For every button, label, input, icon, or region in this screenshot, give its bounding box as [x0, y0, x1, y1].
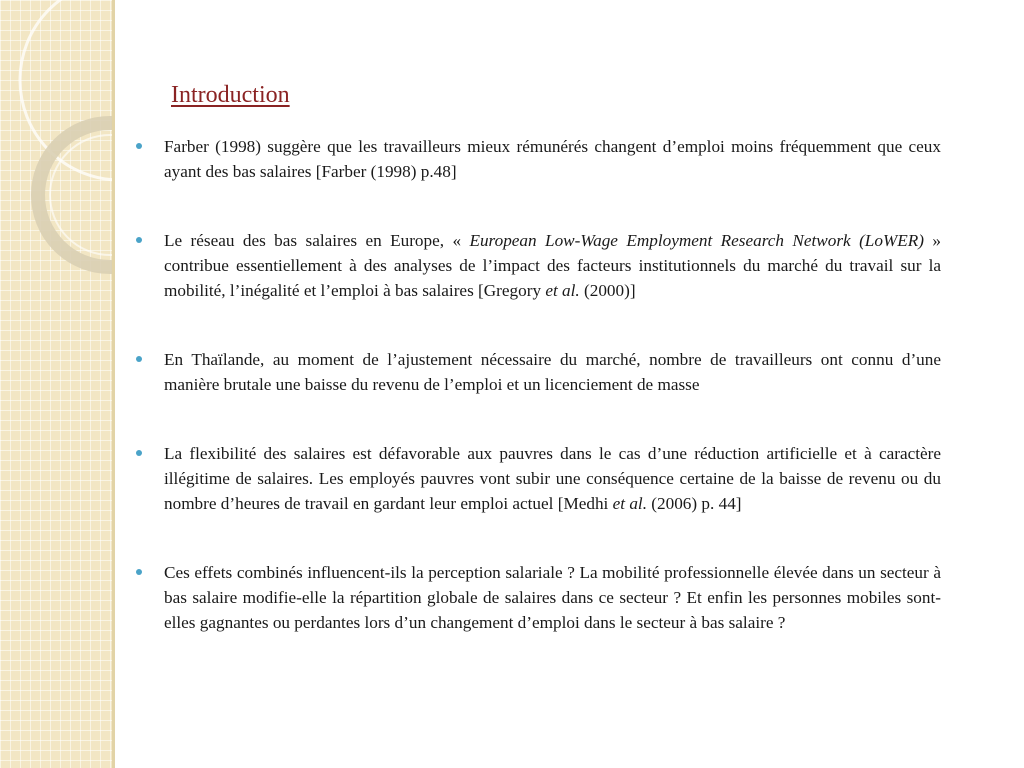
- bullet-italic-text: European Low-Wage Employment Research Network (LoWER): [469, 231, 924, 250]
- list-item: [133, 347, 941, 397]
- bullet-dot-icon: [136, 237, 142, 243]
- list-item: [133, 228, 941, 303]
- bullet-text: La flexibilité des salaires est défavorable aux pauvres dans le cas d’une réduction artificielle et à caractère illégitime de salaires. Les employés pauvres vont subir une conséquence certaine de la baisse de revenu ou du nombre d’heures de travail en gardant leur emploi actuel [Medhi: [164, 444, 941, 513]
- bullet-text: (2000)]: [579, 281, 636, 300]
- bullet-text: » contribue essentiellement à des analyses de l’impact des facteurs institutionnels du marché du travail sur la mobilité, l’inégalité et l’emploi à bas salaires [Gregory: [164, 231, 941, 300]
- bullet-text: En Thaïlande, au moment de l’ajustement nécessaire du marché, nombre de travailleurs ont connu d’une manière brutale une baisse du revenu de l’emploi et un licenciement de masse: [164, 350, 941, 394]
- list-item: [133, 560, 941, 635]
- bullet-dot-icon: [136, 569, 142, 575]
- list-item: [133, 441, 941, 516]
- decorative-side-panel: [0, 0, 112, 768]
- bullet-dot-icon: [136, 143, 142, 149]
- bullet-text: Farber (1998) suggère que les travailleurs mieux rémunérés changent d’emploi moins fréquemment que ceux ayant des bas salaires [Farber (1998) p.48]: [164, 137, 941, 181]
- bullet-italic-text: et al.: [612, 494, 647, 513]
- bullet-dot-icon: [136, 450, 142, 456]
- bullet-text: (2006) p. 44]: [647, 494, 742, 513]
- bullet-text: Ces effets combinés influencent-ils la perception salariale ? La mobilité professionnelle élevée dans un secteur à bas salaire modifie-elle la répartition globale de salaires dans ce secteur ? Et enfin les personnes mobiles sont-elles gagnantes ou perdantes lors d’un changement d’emploi dans le secteur à bas salaire ?: [164, 563, 941, 632]
- side-panel-edge: [112, 0, 115, 768]
- circle-ornament-icon: [0, 0, 112, 768]
- bullet-italic-text: et al.: [545, 281, 580, 300]
- bullet-list: [133, 134, 941, 635]
- page-title: Introduction: [171, 82, 290, 108]
- list-item: [133, 134, 941, 184]
- bullet-dot-icon: [136, 356, 142, 362]
- bullet-text: Le réseau des bas salaires en Europe, «: [164, 231, 470, 250]
